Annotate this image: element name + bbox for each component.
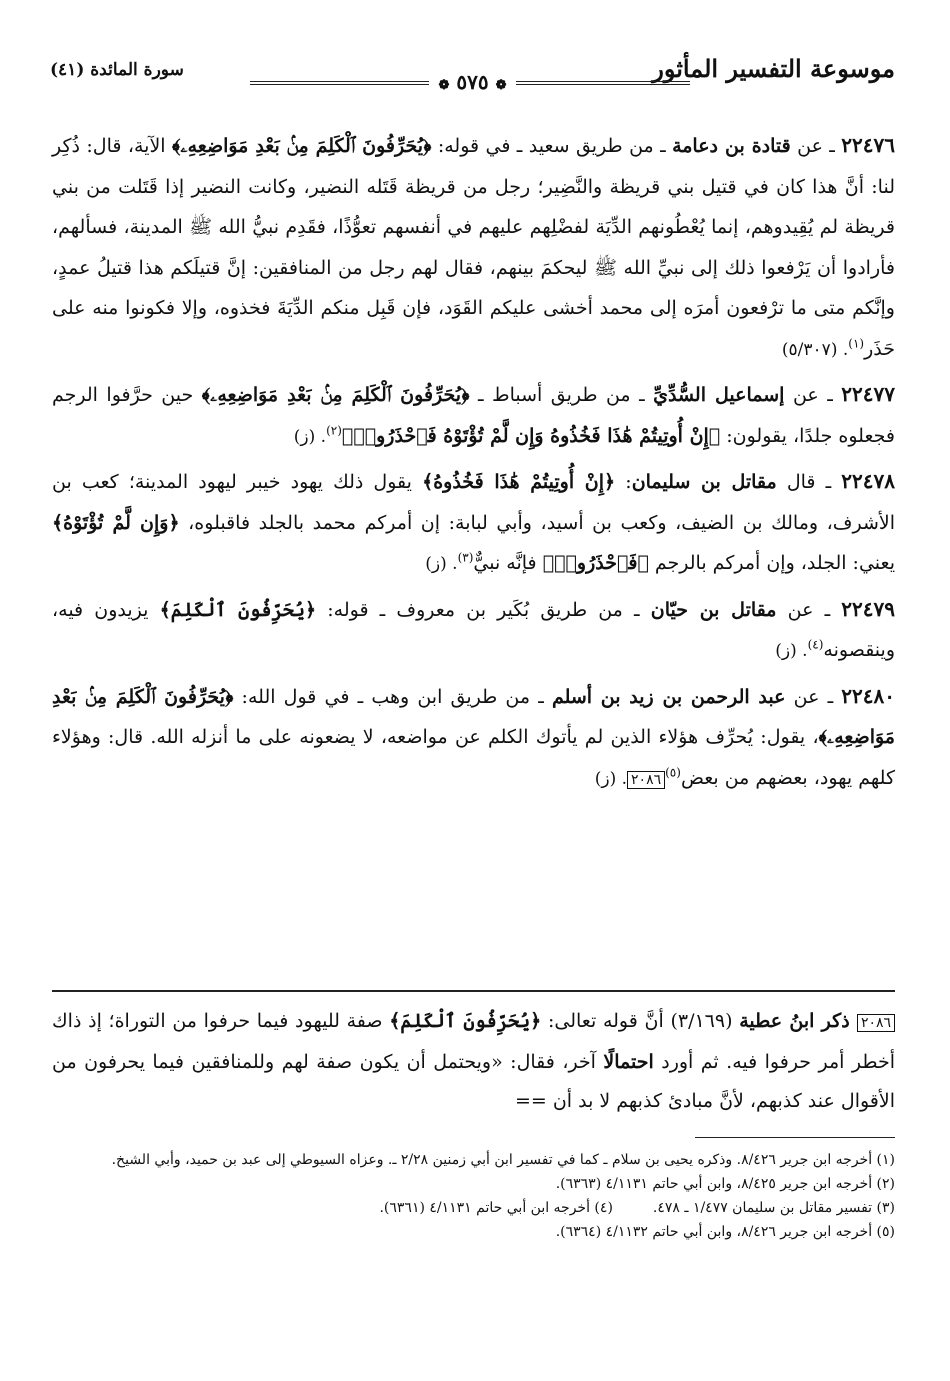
body-text: ، يقول: يُحرِّف هؤلاء الذين لم يأتوك الكلم عن مواضعه، لا يضعونه على ما أنزله الله. قال: وهؤلاء كلهم يهود، بعضهم من بعض	[52, 726, 895, 789]
person-name: عبد الرحمن بن زيد بن أسلم	[551, 685, 786, 708]
footnote-5: (٥) أخرجه ابن جرير ٨/٤٢٦، وابن أبي حاتم ٤/١١٣٢ (٦٣٦٤).	[555, 1224, 895, 1240]
quran-quote: ﴿يُحَرِّفُونَ ٱلْكَلِمَ﴾	[389, 1010, 542, 1032]
source-ref: . (ز)	[425, 554, 458, 574]
quran-quote: ﴿يُحَرِّفُونَ ٱلْكَلِمَ مِنۢ بَعْدِ مَوَاضِعِهِۦ﴾	[171, 135, 432, 157]
body-text: ـ عن	[790, 135, 842, 157]
surah-title: سورة المائدة (٤١)	[50, 60, 184, 80]
body-text: ـ عن	[776, 598, 842, 621]
hadith-entry	[52, 676, 895, 801]
source-ref: . (٥/٣٠٧)	[781, 339, 849, 360]
footnote-row	[72, 1196, 895, 1220]
page-number	[429, 70, 517, 94]
quran-quote: ﴿إِنْ أُوتِيتُمْ هَٰذَا فَخُذُوهُ﴾	[422, 471, 616, 493]
commentary-separator	[52, 990, 895, 992]
entry-number: ٢٢٤٧٩	[841, 596, 896, 621]
footnote-3: (٣) تفسير مقاتل بن سليمان ١/٤٧٧ ـ ٤٧٨.	[652, 1200, 895, 1216]
hadith-entry	[52, 374, 895, 457]
footnote-ref: (٣)	[457, 550, 474, 565]
quran-quote: ﴿يُحَرِّفُونَ ٱلْكَلِمَ﴾	[159, 598, 317, 621]
entry-number: ٢٢٤٧٧	[841, 382, 895, 406]
footnotes	[72, 1148, 895, 1244]
quran-quote: ﴿إِنْ أُوتِيتُمْ هَٰذَا فَخُذُوهُ وَإِن لَّمْ تُؤْتَوْهُ فَٱحْذَرُوا۟﴾	[341, 424, 721, 447]
person-name: احتمالًا	[603, 1051, 654, 1073]
body-text: ـ عن	[784, 384, 842, 406]
source-ref: . (ز)	[775, 641, 808, 661]
body-text: الآية، قال: ذُكِر لنا: أنَّ هذا كان في قتيل بني قريظة والنَّضِير؛ رجل من قريظة قَتَله النضير، وكانت النضير إذا قَتَلت من بني قريظة لم يُقِيدوهم، إنما يُعْطُونهم الدِّيَة لفضْلِهم عليهم في أنفسهم تعوُّذًا، فقَدِم نبيُّ الله ﷺ المدينة، فسألهم، فأرادوا أن يَرْفعوا ذلك إلى نبيِّ الله ﷺ ليحكمَ بينهم، فقال لهم رجل من المنافقين: إنَّ قتيلَكم هذا قتيلُ عمدٍ، وإنَّكم متى ما ترْفعون أمرَه إلى محمد أخشى عليكم القَوَد، فإن قَبِل منكم الدِّيَةَ فخذوه، وإلا فكونوا منه على حَذَر	[52, 135, 895, 360]
entries-body	[52, 125, 895, 804]
hadith-entry	[52, 461, 895, 585]
comment-ref-box: ٢٠٨٦	[627, 771, 665, 789]
ornament-icon: ❁	[438, 78, 450, 93]
body-text: ـ من طريق سعيد ـ في قوله:	[431, 135, 673, 157]
footnote-1: (١) أخرجه ابن جرير ٨/٤٢٦. وذكره يحيى بن سلام ـ كما في تفسير ابن أبي زمنين ٢/٢٨ ـ. وعزاه السيوطي إلى عبد بن حميد، وأبي الشيخ.	[111, 1152, 895, 1168]
ornament-icon: ❁	[495, 78, 507, 93]
footnote-2: (٢) أخرجه ابن جرير ٨/٤٢٥، وابن أبي حاتم ٤/١١٣١ (٦٣٦٣).	[555, 1176, 895, 1192]
quran-quote: ﴿يُحَرِّفُونَ ٱلْكَلِمَ مِنۢ بَعْدِ مَوَاضِعِهِۦ﴾	[52, 685, 895, 748]
footnote-ref: (٢)	[326, 423, 342, 438]
person-name: إسماعيل السُّدِّيِّ	[653, 384, 785, 406]
footnote-ref: (٥)	[665, 765, 681, 780]
page-number-text: ٥٧٥	[456, 70, 489, 94]
body-text: ـ عن	[785, 685, 842, 708]
source-ref: . (ز)	[293, 426, 327, 447]
quran-quote: ﴿وَإِن لَّمْ تُؤْتَوْهُ﴾	[52, 511, 180, 534]
hadith-entry	[52, 589, 895, 672]
footnote-4: (٤) أخرجه ابن أبي حاتم ٤/١١٣١ (٦٣٦١).	[379, 1200, 613, 1216]
footnote-ref: (٤)	[807, 637, 824, 652]
commentary-note	[52, 1002, 895, 1121]
hadith-entry	[52, 125, 895, 370]
source-ref: . (ز)	[594, 768, 628, 789]
body-text: يقول ذلك يهود خيبر ليهود المدينة؛ كعب بن الأشرف، ومالك بن الضيف، وكعب بن أسيد، وأبي لبابة: إن أمركم محمد بالجلد فاقبلوه،	[52, 471, 896, 534]
person-name: مقاتل بن سليمان	[631, 471, 777, 493]
entry-number: ٢٢٤٧٨	[841, 469, 895, 493]
footnote-rule	[695, 1137, 895, 1138]
person-name: قتادة بن دعامة	[672, 135, 791, 157]
book-title: موسوعة التفسير المأثور	[652, 54, 895, 83]
body-text: (٣/١٦٩) أنَّ قوله تعالى:	[541, 1010, 740, 1032]
body-text: آخر، فقال: «ويحتمل أن يكون صفة لهم وللمنافقين فيما يحرفون من الأقوال عند كذبهم، لأنَّ مبادئ كذبهم لا بد أن ==	[52, 1051, 895, 1112]
page-header	[50, 54, 895, 94]
body-text: حين حرَّفوا الرجم فجعلوه جلدًا، يقولون:	[52, 384, 895, 447]
body-text: ـ من طريق بُكَير بن معروف ـ قوله:	[316, 598, 651, 621]
footnote-ref: (١)	[848, 336, 865, 351]
body-text: ـ من طريق ابن وهب ـ في قول الله:	[233, 685, 552, 708]
entry-number: ٢٢٤٨٠	[841, 683, 896, 708]
body-text: ـ قال	[776, 471, 842, 493]
quran-quote: ﴿يُحَرِّفُونَ ٱلْكَلِمَ مِنۢ بَعْدِ مَوَاضِعِهِۦ﴾	[201, 384, 470, 406]
comment-ref-box: ٢٠٨٦	[857, 1014, 895, 1032]
body-text: :	[615, 471, 632, 493]
body-text: ـ من طريق أسباط ـ	[469, 384, 654, 406]
body-text: فإنَّه نبيٌّ	[473, 552, 543, 574]
person-name: ذكر ابنُ عطية	[739, 1010, 857, 1032]
body-text: يزيدون فيه، وينقصونه	[52, 598, 895, 661]
body-text: صفة لليهود فيما حرفوا من التوراة؛ إذ ذاك أخطر أمر حرفوا فيه. ثم أورد	[52, 1010, 895, 1073]
person-name: مقاتل بن حيّان	[650, 598, 777, 621]
quran-quote: ﴿فَٱحْذَرُوا۟﴾	[542, 552, 649, 574]
entry-number: ٢٢٤٧٦	[841, 133, 895, 157]
body-text: يعني: الجلد، وإن أمركم بالرجم	[648, 552, 895, 574]
